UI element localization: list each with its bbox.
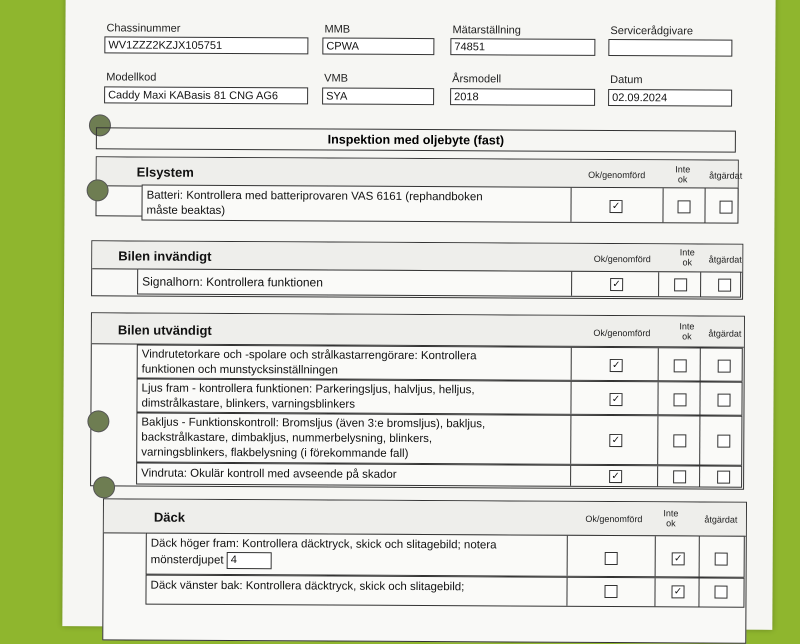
row-text: Ljus fram - kontrollera funktionen: Parkeringsljus, halvljus, helljus, dimstrålkastare, blinkers, varningsblinkers [141, 382, 475, 411]
row-text: Däck höger fram: Kontrollera däcktryck, skick och slitagebild; notera mönsterdjupet 4 [151, 537, 497, 571]
not-ok-checkbox[interactable] [674, 359, 687, 372]
ok-checkbox[interactable]: ✓ [609, 470, 622, 483]
tread-depth-field[interactable]: 4 [227, 552, 272, 569]
model-code-field[interactable]: Caddy Maxi KABasis 81 CNG AG6 [104, 86, 308, 104]
table-row [137, 269, 741, 298]
ok-checkbox[interactable]: ✓ [609, 434, 622, 447]
row-text: Vindruta: Okulär kontroll med avseende på skador [141, 467, 397, 481]
mmb-label: MMB [324, 23, 351, 36]
fixed-checkbox[interactable] [718, 360, 731, 373]
vmb-label: VMB [324, 72, 349, 85]
col-not-ok: Inte ok [663, 508, 679, 529]
col-not-ok: Inte ok [679, 247, 695, 268]
section-title: Elsystem [136, 164, 194, 180]
odometer-field[interactable]: 74851 [450, 38, 595, 56]
model-code-label: Modellkod [106, 71, 157, 84]
col-fixed: åtgärdat [708, 254, 742, 265]
row-text: Batteri: Kontrollera med batteriprovaren VAS 6161 (rephandboken måste beaktas) [146, 189, 483, 217]
table-row [136, 379, 742, 416]
table-row [137, 345, 743, 382]
section-title: Däck [153, 509, 186, 525]
mmb-field[interactable]: CPWA [322, 37, 434, 55]
col-ok: Ok/genomförd [593, 327, 651, 339]
date-field[interactable]: 02.09.2024 [608, 89, 732, 107]
advisor-label: Servicerådgivare [610, 24, 694, 38]
chassis-field[interactable]: WV1ZZZ2KZJX105751 [104, 36, 308, 54]
col-not-ok: Inte ok [679, 321, 695, 342]
model-year-label: Årsmodell [452, 73, 502, 86]
row-text: Vindrutetorkare och -spolare och strålkastarrengörare: Kontrollera funktionen och munstycksinställningen [141, 348, 477, 377]
col-ok: Ok/genomförd [593, 253, 651, 265]
inspection-form-sheet [62, 0, 775, 630]
fixed-checkbox[interactable] [718, 279, 731, 292]
col-fixed: åtgärdat [708, 328, 742, 339]
date-label: Datum [610, 73, 643, 87]
punch-hole [93, 476, 115, 498]
not-ok-checkbox[interactable] [674, 278, 687, 291]
section-title: Bilen invändigt [118, 248, 212, 264]
row-text: Signalhorn: Kontrollera funktionen [142, 274, 323, 290]
not-ok-checkbox[interactable] [677, 200, 690, 213]
fixed-checkbox[interactable] [719, 201, 732, 214]
table-row [146, 533, 745, 578]
ok-checkbox[interactable] [604, 585, 617, 598]
ok-checkbox[interactable]: ✓ [610, 359, 623, 372]
ok-checkbox[interactable]: ✓ [609, 393, 622, 406]
vmb-field[interactable]: SYA [322, 87, 434, 105]
section-title: Bilen utvändigt [117, 322, 212, 338]
model-year-field[interactable]: 2018 [450, 88, 595, 106]
not-ok-checkbox[interactable] [673, 393, 686, 406]
advisor-field[interactable] [608, 39, 732, 57]
col-ok: Ok/genomförd [585, 513, 643, 525]
row-text: Bakljus - Funktionskontroll: Bromsljus (även 3:e bromsljus), bakljus, backstrålkastare, dimbakljus, nummerbelysning, blinkers, varningsblinkers, flakbelysning (i förekommande fall) [141, 416, 486, 460]
chassis-label: Chassinummer [106, 22, 181, 35]
fixed-checkbox[interactable] [714, 586, 727, 599]
col-fixed: åtgärdat [704, 514, 738, 525]
col-fixed: åtgärdat [709, 170, 743, 181]
table-row [136, 413, 742, 466]
table-row [145, 575, 744, 608]
ok-checkbox[interactable] [605, 552, 618, 565]
not-ok-checkbox[interactable]: ✓ [672, 552, 685, 565]
fixed-checkbox[interactable] [717, 394, 730, 407]
fixed-checkbox[interactable] [717, 471, 730, 484]
col-not-ok: Inte ok [675, 164, 691, 185]
ok-checkbox[interactable]: ✓ [610, 278, 623, 291]
fixed-checkbox[interactable] [715, 553, 728, 566]
form-title: Inspektion med oljebyte (fast) [96, 127, 736, 152]
fixed-checkbox[interactable] [717, 435, 730, 448]
not-ok-checkbox[interactable] [673, 470, 686, 483]
punch-hole [87, 179, 109, 201]
not-ok-checkbox[interactable] [673, 434, 686, 447]
odometer-label: Mätarställning [452, 24, 521, 37]
not-ok-checkbox[interactable]: ✓ [671, 585, 684, 598]
table-row [141, 185, 738, 224]
punch-hole [87, 410, 109, 432]
ok-checkbox[interactable]: ✓ [610, 200, 623, 213]
table-row [136, 463, 742, 488]
col-ok: Ok/genomförd [588, 169, 646, 181]
row-text: Däck vänster bak: Kontrollera däcktryck, skick och slitagebild; [150, 579, 465, 594]
